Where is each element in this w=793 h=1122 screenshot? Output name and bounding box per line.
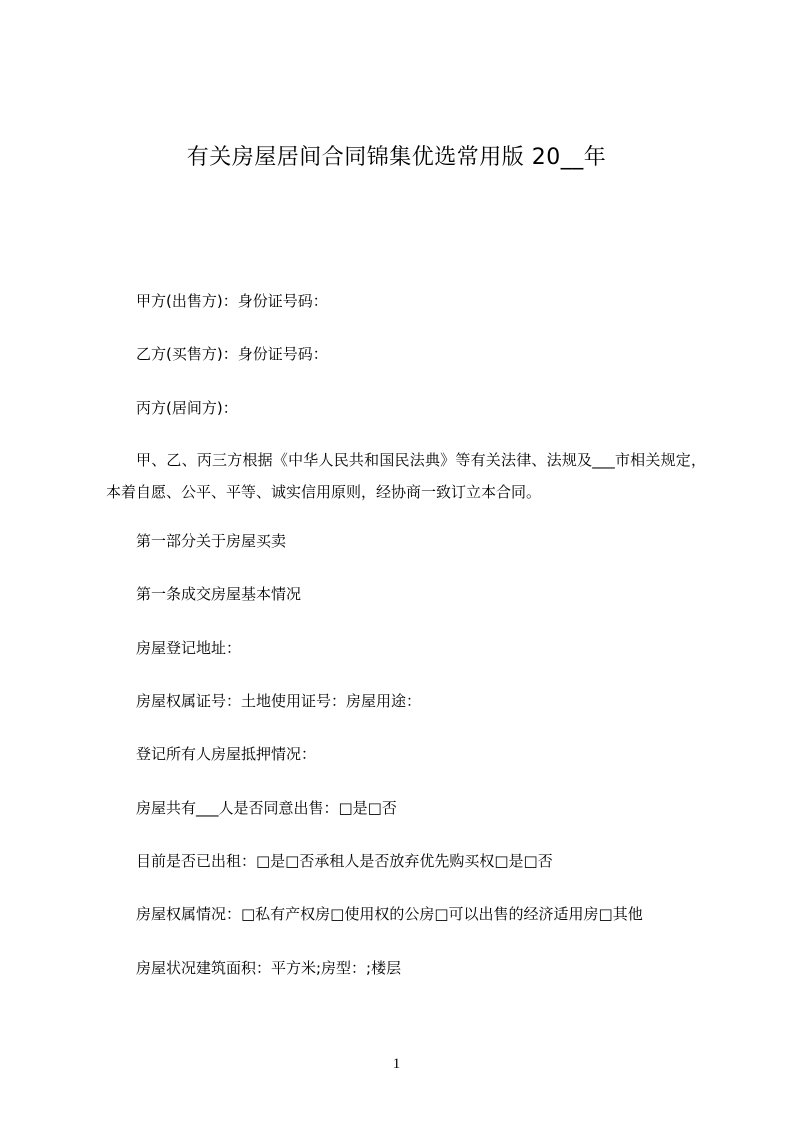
ownership-type-line: 房屋权属情况：□私有产权房□使用权的公房□可以出售的经济适用房□其他	[136, 905, 643, 923]
certificates-line: 房屋权属证号：土地使用证号：房屋用途：	[136, 692, 422, 710]
condition-line: 房屋状况建筑面积：平方米;房型：;楼层	[136, 959, 402, 977]
party-c-line: 丙方(居间方)：	[136, 399, 238, 417]
party-b-line: 乙方(买售方)：身份证号码：	[136, 345, 328, 363]
party-a-line: 甲方(出售方)：身份证号码：	[136, 292, 328, 310]
part-one-heading: 第一部分关于房屋买卖	[136, 532, 287, 550]
intro-paragraph: 甲、乙、丙三方根据《中华人民共和国民法典》等有关法律、法规及___市相关规定，本着自愿、公平、平等、诚实信用原则，经协商一致订立本合同。	[106, 451, 706, 501]
page-number: 1	[392, 1056, 401, 1072]
rental-line: 目前是否已出租：□是□否承租人是否放弃优先购买权□是□否	[136, 852, 553, 870]
mortgage-line: 登记所有人房屋抵押情况：	[136, 745, 317, 763]
address-line: 房屋登记地址：	[136, 639, 242, 657]
article-one-heading: 第一条成交房屋基本情况	[136, 585, 302, 603]
co-owners-line: 房屋共有___人是否同意出售：□是□否	[136, 799, 397, 817]
page-title: 有关房屋居间合同锦集优选常用版 20__年	[186, 145, 607, 170]
